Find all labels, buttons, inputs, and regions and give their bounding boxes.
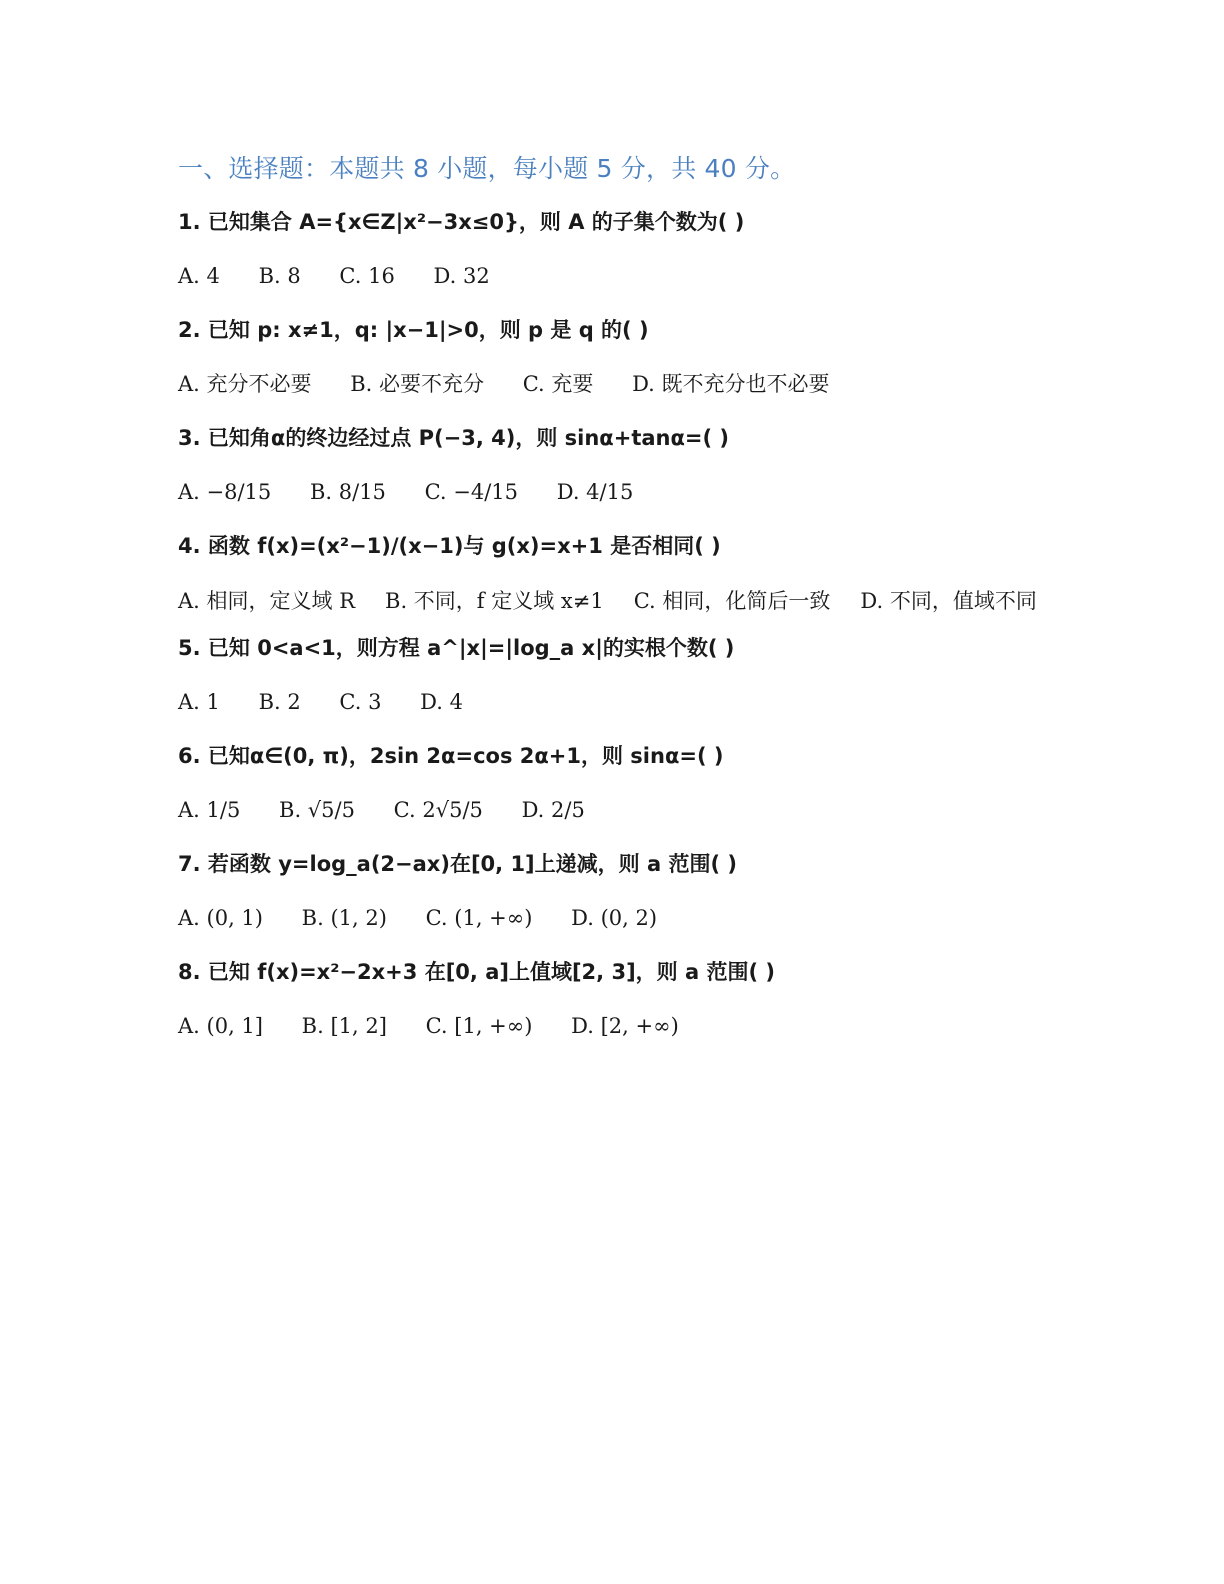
option-c: C. [1, +∞) — [425, 1014, 533, 1038]
option-b: B. (1, 2) — [301, 906, 387, 930]
option-c: C. 3 — [339, 690, 382, 714]
question-1-stem: 1. 已知集合 A={x∈Z|x²−3x≤0}，则 A 的子集个数为( ) — [178, 210, 745, 234]
option-b: B. 不同，f 定义域 x≠1 — [385, 589, 604, 613]
option-b: B. √5/5 — [279, 798, 355, 822]
option-a: A. −8/15 — [178, 480, 272, 504]
option-c: C. (1, +∞) — [425, 906, 533, 930]
option-a: A. (0, 1] — [178, 1014, 263, 1038]
option-b: B. 2 — [258, 690, 301, 714]
option-c: C. 16 — [339, 264, 395, 288]
option-d: D. 不同，值域不同 — [860, 589, 1037, 613]
option-a: A. (0, 1) — [178, 906, 263, 930]
section-title: 一、选择题：本题共 8 小题，每小题 5 分，共 40 分。 — [178, 154, 796, 183]
question-6-stem: 6. 已知α∈(0, π)，2sin 2α=cos 2α+1，则 sinα=( ) — [178, 744, 724, 768]
option-b: B. 8/15 — [309, 480, 386, 504]
option-d: D. 2/5 — [521, 798, 585, 822]
option-c: C. 2√5/5 — [393, 798, 483, 822]
question-5-stem: 5. 已知 0<a<1，则方程 a^|x|=|log_a x|的实根个数( ) — [178, 636, 735, 660]
option-d: D. (0, 2) — [571, 906, 658, 930]
question-4-options — [178, 580, 1048, 622]
question-3-options — [178, 472, 1048, 512]
option-d: D. 既不充分也不必要 — [632, 372, 830, 396]
option-c: C. 相同，化简后一致 — [633, 589, 831, 613]
option-c: C. −4/15 — [424, 480, 519, 504]
option-c: C. 充要 — [522, 372, 594, 396]
option-d: D. [2, +∞) — [571, 1014, 679, 1038]
question-2-options — [178, 364, 1048, 404]
question-3-stem: 3. 已知角α的终边经过点 P(−3, 4)，则 sinα+tanα=( ) — [178, 426, 730, 450]
option-d: D. 32 — [433, 264, 490, 288]
question-4-stem: 4. 函数 f(x)=(x²−1)/(x−1)与 g(x)=x+1 是否相同( ) — [178, 534, 721, 558]
document-page — [178, 146, 1048, 1060]
question-1-options — [178, 256, 1048, 296]
option-a: A. 相同，定义域 R — [178, 589, 356, 613]
option-d: D. 4 — [420, 690, 463, 714]
question-8-options — [178, 1006, 1048, 1046]
question-7-stem: 7. 若函数 y=log_a(2−ax)在[0, 1]上递减，则 a 范围( ) — [178, 852, 737, 876]
option-a: A. 1/5 — [178, 798, 241, 822]
question-7-options — [178, 898, 1048, 938]
option-d: D. 4/15 — [556, 480, 634, 504]
option-b: B. 8 — [258, 264, 301, 288]
question-2-stem: 2. 已知 p: x≠1，q: |x−1|>0，则 p 是 q 的( ) — [178, 318, 649, 342]
question-6-options — [178, 790, 1048, 830]
option-a: A. 4 — [178, 264, 220, 288]
option-a: A. 充分不必要 — [178, 372, 312, 396]
option-b: B. 必要不充分 — [350, 372, 485, 396]
question-5-options — [178, 682, 1048, 722]
option-b: B. [1, 2] — [301, 1014, 387, 1038]
option-a: A. 1 — [178, 690, 220, 714]
question-8-stem: 8. 已知 f(x)=x²−2x+3 在[0, a]上值域[2, 3]，则 a 范围( ) — [178, 960, 775, 984]
